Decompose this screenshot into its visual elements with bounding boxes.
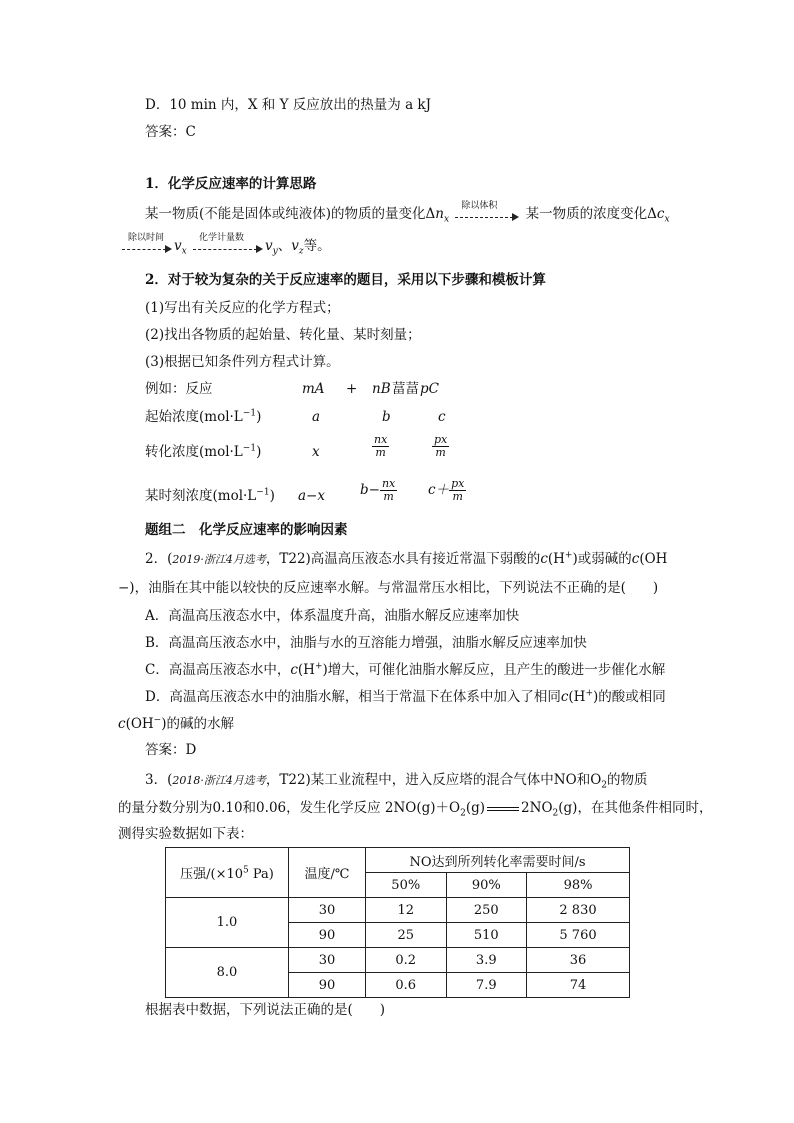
header-rate-98: 98% — [527, 873, 630, 898]
arrow-divide-time: 除以时间 — [122, 239, 172, 255]
option-d-prev: D．10 min 内，X 和 Y 反应放出的热量为 a kJ — [145, 97, 432, 113]
q2-option-a: A．高温高压液态水中，体系温度升高，油脂水解反应速率加快 — [145, 608, 520, 624]
cell-pressure: 1.0 — [166, 898, 289, 948]
cell-value: 5 760 — [527, 923, 630, 948]
cell-value: 12 — [366, 898, 447, 923]
template-plus: + — [346, 381, 358, 397]
cell-value: 0.6 — [366, 973, 447, 998]
header-pressure: 压强$/(\times 10^5$ Pa) — [166, 848, 289, 898]
header-rate-50: 50% — [366, 873, 447, 898]
tip1-line2: 除以时间 $v_x$ 化学计量数 $v_y$、$v_z$等。 — [120, 238, 331, 255]
template-mA: mA — [302, 381, 325, 397]
tip1-line1: 某一物质(不能是固体或纯液体)的物质的量变化$\Delta n_x$ 除以体积 某一物质的浓度变化$\Delta c_x$ — [145, 200, 670, 225]
change-x: x — [312, 444, 320, 460]
tip2-title: 2．对于较为复杂的关于反应速率的题目，采用以下步骤和模板计算 — [145, 272, 546, 288]
header-temperature: 温度/℃ — [289, 848, 366, 898]
cell-temp: 30 — [289, 898, 366, 923]
table-row — [166, 948, 630, 973]
cell-value: 0.2 — [366, 948, 447, 973]
q2-line1: 2．(2019·浙江4月选考，T22)高温高压液态水具有接近常温下弱酸的c(H+)或弱碱的c(OH — [145, 550, 668, 567]
q3-line1: 3．(2018·浙江4月选考，T22)某工业流程中，进入反应塔的混合气体中NO和$O_2$的物质 — [145, 772, 648, 791]
template-time-label: 某时刻浓度$(mol\cdot L^{-1})$ — [145, 487, 275, 504]
q2-option-d-cont: c(OH−)的碱的水解 — [118, 715, 234, 732]
template-change-label: 转化浓度$(mol\cdot L^{-1})$ — [145, 443, 262, 460]
step-3: (3)根据已知条件列方程式计算。 — [145, 354, 340, 370]
cell-value: 25 — [366, 923, 447, 948]
step-2: (2)找出各物质的起始量、转化量、某时刻量； — [145, 327, 421, 343]
section-title: 题组二 化学反应速率的影响因素 — [145, 522, 348, 538]
change-frac-b: $\frac{nx}{m}$ — [374, 433, 388, 460]
template-start-label: 起始浓度$(mol\cdot L^{-1})$ — [145, 408, 262, 425]
answer-c: 答案：C — [145, 124, 196, 140]
q2-option-b: B．高温高压液态水中，油脂与水的互溶能力增强，油脂水解反应速率加快 — [145, 635, 587, 651]
cell-value: 7.9 — [446, 973, 527, 998]
time-b: b− $\frac{nx}{m}$ — [360, 477, 396, 504]
q3-line3: 测得实验数据如下表： — [118, 826, 253, 842]
equals-sign — [487, 807, 519, 811]
cell-value: 250 — [446, 898, 527, 923]
q2-line2: −)，油脂在其中能以较快的反应速率水解。与常温常压水相比，下列说法不正确的是( ) — [118, 580, 659, 596]
q2-option-d: D．高温高压液态水中的油脂水解，相当于常温下在体系中加入了相同c(H+)的酸或相同 — [145, 688, 666, 705]
cell-pressure: 8.0 — [166, 948, 289, 998]
template-nB: nB — [372, 381, 391, 397]
cell-value: 36 — [527, 948, 630, 973]
cell-temp: 90 — [289, 923, 366, 948]
cell-value: 74 — [527, 973, 630, 998]
arrow-divide-volume: 除以体积 — [455, 207, 519, 223]
q2-option-c: C．高温高压液态水中，c(H+)增大，可催化油脂水解反应，且产生的酸进一步催化水解 — [145, 661, 666, 678]
cell-temp: 90 — [289, 973, 366, 998]
step-1: (1)写出有关反应的化学方程式； — [145, 300, 340, 316]
start-c: c — [438, 409, 446, 425]
answer-d: 答案：D — [145, 742, 197, 758]
q3-ask: 根据表中数据，下列说法正确的是( ) — [145, 1002, 386, 1018]
template-pC: pC — [420, 381, 439, 397]
cell-value: 3.9 — [446, 948, 527, 973]
change-frac-c: $\frac{px}{m}$ — [434, 433, 448, 460]
template-reaction-label: 例如：反应 — [145, 381, 213, 397]
template-reaction-symbol: 葍葍 — [392, 381, 419, 397]
tip1-title: 1．化学反应速率的计算思路 — [145, 176, 317, 192]
table-row — [166, 898, 630, 923]
cell-temp: 30 — [289, 948, 366, 973]
header-rate-90: 90% — [446, 873, 527, 898]
cell-value: 2 830 — [527, 898, 630, 923]
time-c: c＋ $\frac{px}{m}$ — [428, 477, 465, 504]
data-table — [165, 847, 630, 998]
arrow-stoich: 化学计量数 — [193, 239, 263, 255]
header-group: NO达到所列转化率需要时间/s — [366, 848, 630, 873]
time-a: a−x — [298, 488, 325, 504]
start-a: a — [312, 409, 321, 425]
start-b: b — [382, 409, 391, 425]
q3-line2: 的量分数分别为0.10和0.06，发生化学反应 $2NO(g)+O_2(g)$ $2NO_2(g)$，在其他条件相同时， — [118, 800, 713, 819]
cell-value: 510 — [446, 923, 527, 948]
